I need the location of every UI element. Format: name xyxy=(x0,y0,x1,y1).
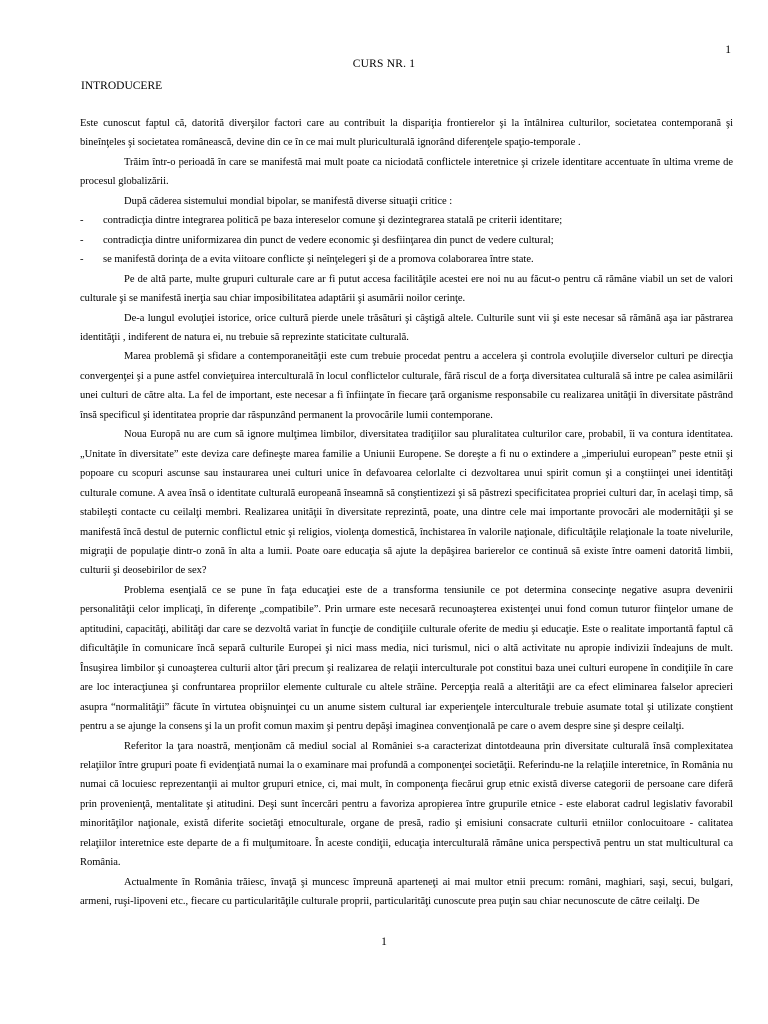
paragraph: Referitor la ţara noastră, menţionăm că mediul social al României s-a caracterizat dintotdeauna prin diversitate culturală însă complexitatea relaţiilor între grupuri poate fi evidenţiată numai la o examinare mai profundă a componenţei societăţii. Referindu-ne la relaţiile interetnice, în România nu numai că locuiesc reprezentanţii ai multor grupuri etnice, ci, mai mult, în componenţa fiecărui grup etnic există diverse categorii de persoane care diferă prin provenienţă, mentalitate şi atitudini. Deşi sunt încercări pentru a favoriza apropierea între grupurile etnice - este elaborat cadrul legislativ favorabil minorităţilor naţionale, există diferite societăţi etnoculturale, organe de presă, radio şi emisiuni consacrate culturii etniilor conlocuitoare - calitatea relaţiilor interetnice este departe de a fi mulţumitoare. În aceste condiţii, educaţia interculturală rămâne unica perspectivă pentru un stat multicultural ca România. xyxy=(80,740,733,869)
paragraph: Marea problemă şi sfidare a contemporaneităţii este cum trebuie procedat pentru a accelera şi controla evoluţiile diverselor culturi pe direcţia convergenţei şi a pune astfel convieţuirea interculturală în locul conflictelor culturale, fără riscul de a forţa diversitatea culturală să intre pe calea asimilării unei culturi de către alta. La fel de important, este necesar a fi înfiinţate în fiecare ţară organisme responsabile cu realizarea unităţii în diversitate păstrând însă specificul şi identitatea proprie dar răspunzând permanent la provocările lumii contemporane. xyxy=(80,351,733,421)
page-number-top: 1 xyxy=(725,44,731,56)
course-title: CURS NR. 1 xyxy=(352,58,416,70)
document-body xyxy=(80,114,733,912)
paragraph: Este cunoscut faptul că, datorită diverşilor factori care au contribuit la dispariţia frontierelor şi la întâlnirea culturilor, societatea contemporană şi bineînţeles şi societatea românească, devine din ce în ce mai mult pluriculturală ignorând diferenţele spaţio-temporale . xyxy=(80,118,733,149)
list-dash: - xyxy=(80,254,84,266)
paragraph: Problema esenţială ce se pune în faţa educaţiei este de a transforma tensiunile ce pot determina consecinţe negative asupra devenirii personalităţii celor implicaţi, în diferenţe „compatibile”. Prin urmare este necesară recunoaşterea existenţei unui fond comun tuturor fiinţelor umane de aptitudini, capacităţi, abilităţi dar care se dezvoltă variat în funcţie de condiţiile culturale oferite de mediu şi educaţie. Este o realitate importantă faptul că dificultăţile în comunicare încă separă culturile Europei şi nici mass media, nici turismul, nici o altă activitate nu apropie indivizii îndeajuns de mult. Însuşirea limbilor şi cunoaşterea culturii altor ţări precum şi realizarea de relaţii interculturale pot constitui baza unei culturi europene în condiţiile în care are loc interacţiunea şi confruntarea propriilor elemente culturale cu altele străine. Percepţia reală a alterităţii are ca efect eliminarea falselor aprecieri asupra “normalităţii” făcute în virtutea obişnuinţei cu un anume sistem cultural iar experienţele interculturale trebuie asumate total şi utilizate conştient pentru a se ajunge la consens şi la un profit comun maxim şi pentru depăşi imaginea convenţională pe care o avem despre sine şi despre ceilalţi. xyxy=(80,584,733,733)
paragraph: Noua Europă nu are cum să ignore mulţimea limbilor, diversitatea tradiţiilor sau pluralitatea culturilor care, probabil, îi va contura identitatea. „Unitate în diversitate” este deviza care defineşte marea familie a Uniunii Europene. Se doreşte a fi nu o extindere a „imperiului european” peste etnii şi popoare cu scopuri ascunse sau instaurarea unei culturi unice în defavoarea celorlalte ci dezvoltarea unui spirit comun şi a conştiinţei unei identităţi culturale comune. A avea însă o identitate culturală europeană înseamnă să conştientizezi şi să păstrezi specificitatea propriei culturi dar, în acelaşi timp, să stabileşti contacte cu ceilalţi membri. Realizarea unităţii în diversitate reprezintă, poate, una dintre cele mai importante provocări ale modernităţii şi se manifestă încă destul de puternic conflictul etnic şi religios, violenţa domestică, închistarea în valorile naţionale, dificultăţile relaţionale la toate nivelurile, migraţii de populaţie dintr-o zonă în alta a lumii. Poate oare educaţia să ajute la depăşirea barierelor ce continuă să existe între oameni datorită limbii, culturii şi deosebirilor de sex? xyxy=(80,429,733,577)
list-dash: - xyxy=(80,215,84,227)
list-item-text: contradicţia dintre uniformizarea din punct de vedere economic şi desfiinţarea din punct de vedere cultural; xyxy=(103,234,554,246)
list-item xyxy=(80,231,733,250)
list-item-text: se manifestă dorinţa de a evita viitoare conflicte şi neînţelegeri şi de a promova colaborarea între state. xyxy=(103,254,534,266)
paragraph: Actualmente în România trăiesc, învaţă şi muncesc împreună aparteneţi ai mai multor etnii precum: români, maghiari, saşi, secui, bulgari, armeni, ruşi-lipoveni etc., fiecare cu particularităţile culturale proprii, particularităţi cunoscute prea puţin sau chiar necunoscute de către ceilalţi. De xyxy=(80,876,733,908)
section-title: INTRODUCERE xyxy=(81,80,163,92)
paragraph: După căderea sistemului mondial bipolar, se manifestă diverse situaţii critice : xyxy=(124,195,453,207)
list-item-text: contradicţia dintre integrarea politică pe baza intereselor comune şi dezintegrarea statală pe criterii identitare; xyxy=(103,215,563,227)
list-item xyxy=(80,250,733,269)
paragraph: De-a lungul evoluţiei istorice, orice cultură pierde unele trăsături şi câştigă altele. Culturile sunt vii şi este necesar să rămână aşa iar păstrarea identităţii , indiferent de natura ei, nu trebuie să reprezinte staticitate culturală. xyxy=(80,312,733,343)
page-number-bottom: 1 xyxy=(381,936,387,948)
list-item xyxy=(80,211,733,230)
paragraph: Pe de altă parte, multe grupuri culturale care ar fi putut accesa facilităţile acestei ere noi nu au făcut-o pentru că rămâne viabil un set de valori culturale şi se manifestă inerţia sau chiar imposibilitatea adaptării şi asumării noilor cerinţe. xyxy=(80,273,733,305)
list-dash: - xyxy=(80,234,84,246)
paragraph: Trăim într-o perioadă în care se manifestă mai mult poate ca niciodată conflictele interetnice şi crizele identitare accentuate în ultima vreme de procesul globalizării. xyxy=(80,156,733,188)
